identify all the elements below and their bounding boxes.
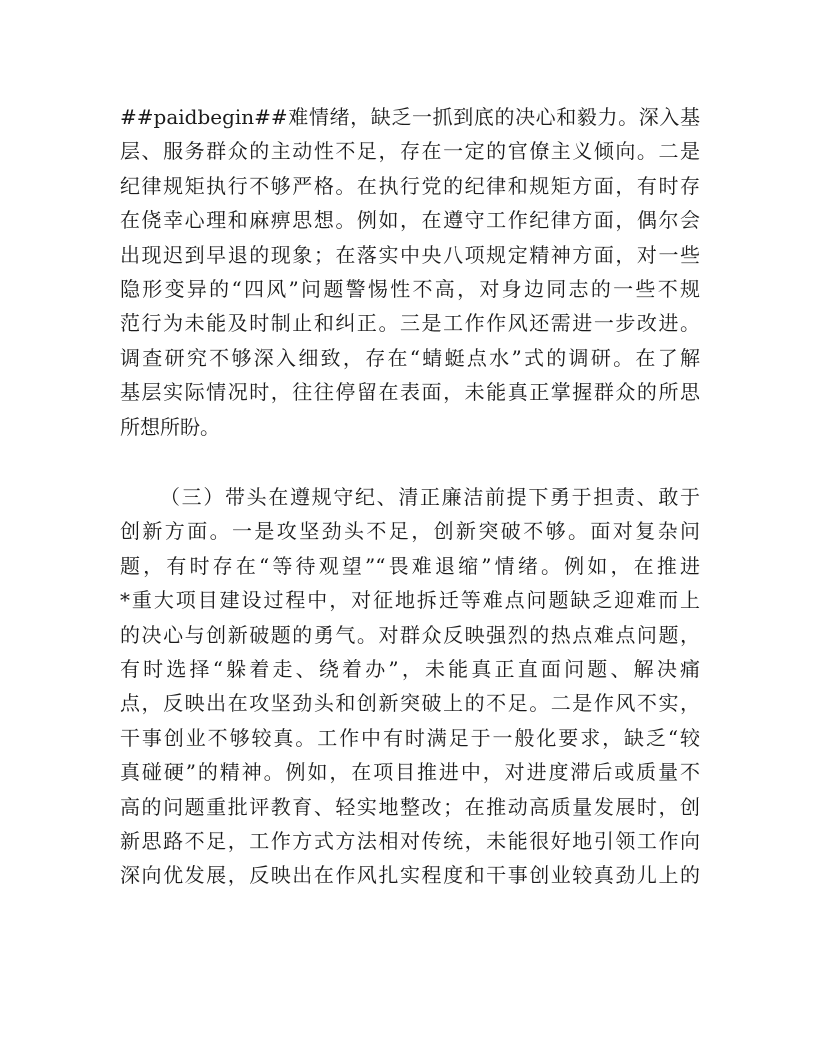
- paragraph-line: 基层实际情况时，往往停留在表面，未能真正掌握群众的所思: [120, 380, 700, 405]
- paragraph-line: 深向优发展，反映出在作风扎实程度和干事创业较真劲儿上的: [120, 863, 700, 888]
- paragraph-line: 范行为未能及时制止和纠正。三是工作作风还需进一步改进。: [120, 311, 700, 336]
- paragraph-line: 真碰硬”的精神。例如，在项目推进中，对进度滞后或质量不: [120, 760, 700, 785]
- paragraph-2: [120, 480, 700, 893]
- paragraph-line: 所想所盼。: [120, 414, 220, 439]
- paragraph-line: *重大项目建设过程中，对征地拆迁等难点问题缺乏迎难而上: [120, 588, 700, 613]
- paragraph-line: 高的问题重批评教育、轻实地整改；在推动高质量发展时，创: [120, 794, 700, 819]
- paragraph-line: 新思路不足，工作方式方法相对传统，未能很好地引领工作向: [120, 828, 700, 853]
- paragraph-line: 纪律规矩执行不够严格。在执行党的纪律和规矩方面，有时存: [120, 173, 700, 198]
- paragraph-line: 出现迟到早退的现象；在落实中央八项规定精神方面，对一些: [120, 242, 700, 267]
- paragraph-line: 干事创业不够较真。工作中有时满足于一般化要求，缺乏“较: [120, 725, 700, 750]
- paragraph-line: 层、服务群众的主动性不足，存在一定的官僚主义倾向。二是: [120, 139, 700, 164]
- paragraph-1: [120, 100, 700, 444]
- paragraph-line: （三）带头在遵规守纪、清正廉洁前提下勇于担责、敢于: [160, 485, 700, 509]
- paragraph-line: 创新方面。一是攻坚劲头不足，创新突破不够。面对复杂问: [120, 519, 700, 544]
- paragraph-line: 的决心与创新破题的勇气。对群众反映强烈的热点难点问题，: [120, 622, 700, 647]
- paragraph-line: ##paidbegin##难情绪，缺乏一抓到底的决心和毅力。深入基: [120, 105, 700, 129]
- paragraph-line: 点，反映出在攻坚劲头和创新突破上的不足。二是作风不实，: [120, 691, 700, 716]
- paragraph-line: 题，有时存在“等待观望”“畏难退缩”情绪。例如，在推进: [120, 553, 700, 578]
- paragraph-line: 调查研究不够深入细致，存在“蜻蜓点水”式的调研。在了解: [120, 345, 700, 370]
- paragraph-line: 隐形变异的“四风”问题警惕性不高，对身边同志的一些不规: [120, 276, 700, 301]
- paragraph-line: 有时选择“躲着走、绕着办”，未能真正直面问题、解决痛: [120, 656, 700, 681]
- paragraph-line: 在侥幸心理和麻痹思想。例如，在遵守工作纪律方面，偶尔会: [120, 208, 700, 233]
